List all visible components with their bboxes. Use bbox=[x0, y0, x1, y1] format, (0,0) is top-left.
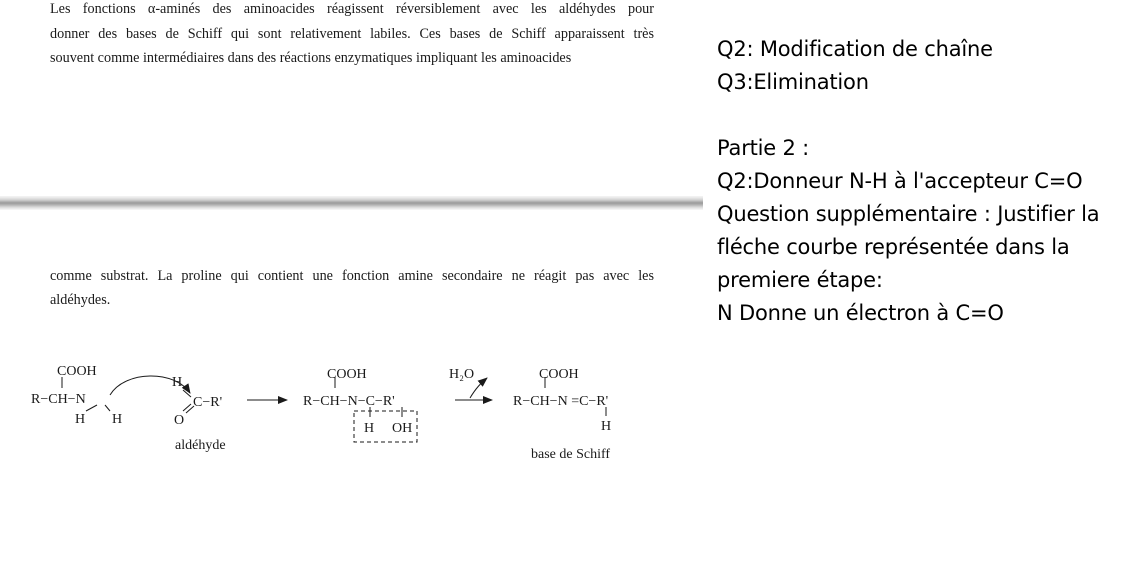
hydroxyl-label: OH bbox=[392, 421, 413, 436]
intermediate-chain-label: R−CH−N−C−R' bbox=[303, 394, 395, 409]
schiff-chain-label: R−CH−N =C−R' bbox=[513, 394, 609, 409]
schiff-base-caption: base de Schiff bbox=[531, 447, 611, 462]
amine-chain-label: R−CH−N bbox=[31, 392, 86, 407]
document-paragraph-bottom bbox=[50, 264, 654, 312]
note-answer: N Donne un électron à C=O bbox=[717, 301, 1004, 325]
aldehyde-caption: aldéhyde bbox=[175, 438, 226, 453]
cooh-label-3: COOH bbox=[539, 367, 579, 382]
paragraph-line: comme substrat. La proline qui contient une fonction amine secondaire ne réagit pas avec les bbox=[50, 268, 654, 284]
hydrogen-label: H bbox=[112, 412, 123, 427]
water-label: H₂O bbox=[449, 367, 475, 382]
aldehyde-carbon-label: C−R' bbox=[193, 395, 223, 410]
paragraph-line: aldéhydes. bbox=[50, 292, 111, 308]
paragraph-line: Les fonctions α-aminés des aminoacides réagissent réversiblement avec les aldéhydes pour bbox=[50, 1, 654, 17]
cooh-label-2: COOH bbox=[327, 367, 367, 382]
oxygen-label: O bbox=[174, 413, 185, 428]
hydrogen-label: H bbox=[172, 375, 183, 390]
note-q3-elimination: Q3:Elimination bbox=[717, 70, 869, 94]
note-supplementary-question: fléche courbe représentée dans la bbox=[717, 235, 1070, 259]
paragraph-line: souvent comme intermédiaires dans des réactions enzymatiques impliquant les aminoacides bbox=[50, 50, 572, 66]
note-partie2-heading: Partie 2 : bbox=[717, 136, 809, 160]
document-paragraph-top bbox=[50, 0, 654, 71]
paragraph-line: donner des bases de Schiff qui sont relativement labiles. Ces bases de Schiff apparaissent très bbox=[50, 25, 654, 42]
note-supplementary-question: Question supplémentaire : Justifier la bbox=[717, 202, 1100, 226]
note-q2-donneur: Q2:Donneur N-H à l'accepteur C=O bbox=[717, 169, 1083, 193]
hydrogen-label: H bbox=[364, 421, 375, 436]
cooh-label-1: COOH bbox=[57, 364, 97, 379]
hydrogen-label: H bbox=[601, 419, 612, 434]
note-supplementary-question: premiere étape: bbox=[717, 268, 883, 292]
answer-notes bbox=[717, 33, 1142, 330]
note-q2-modification: Q2: Modification de chaîne bbox=[717, 37, 993, 61]
schiff-base-reaction-scheme bbox=[0, 345, 703, 480]
page-break-separator bbox=[0, 196, 703, 210]
hydrogen-label: H bbox=[75, 412, 86, 427]
